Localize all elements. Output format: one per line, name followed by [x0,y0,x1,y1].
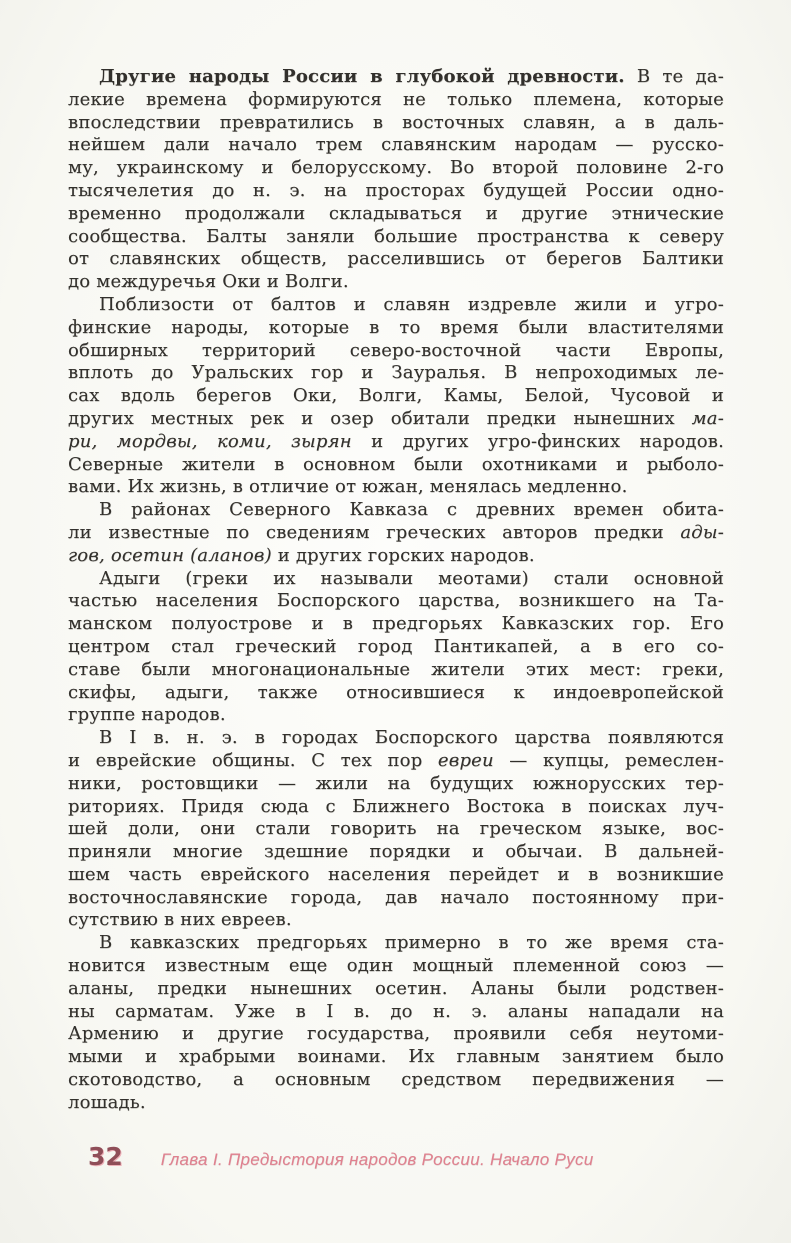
text-line: ли известные по сведениям греческих авторов предки ады- [68,521,724,543]
text-line: вплоть до Уральских гор и Зауралья. В непроходимых ле- [68,362,724,384]
text-line: гов, осетин (аланов) и других горских народов. [68,544,535,566]
text-line: других местных рек и озер обитали предки нынешних ма- [68,407,724,429]
text-line: от славянских обществ, расселившись от берегов Балтики [68,248,724,270]
text-line: сутствию в них евреев. [68,909,292,931]
text-line: восточнославянские города, дав начало постоянному при- [68,886,724,908]
paragraph [68,568,724,728]
text-line: В районах Северного Кавказа с древних времен обита- [99,499,724,521]
text-line: скотоводство, а основным средством передвижения — [68,1069,724,1091]
page-footer [88,1142,728,1171]
text-line: В кавказских предгорьях примерно в то же время ста- [99,932,724,954]
text-line: шей доли, они стали говорить на греческом языке, вос- [68,818,724,840]
text-line: до междуречья Оки и Волги. [68,271,349,293]
text-line: ри, мордвы, коми, зырян и других угро-финских народов. [68,430,724,452]
text-line: тысячелетия до н. э. на просторах будущей России одно- [68,179,724,201]
chapter-title: Глава I. Предыстория народов России. Начало Руси [160,1150,594,1169]
text-line: новится известным еще один мощный племенной союз — [68,955,724,977]
text-line: финские народы, которые в то время были властителями [68,316,724,338]
paragraph [68,499,724,567]
text-line: Адыги (греки их называли меотами) стали основной [99,567,724,589]
text-line: Армению и другие государства, проявили себя неутоми- [68,1023,724,1045]
text-line: лошадь. [68,1091,146,1113]
page-number: 32 [88,1142,123,1171]
text-line: вами. Их жизнь, в отличие от южан, менялась медленно. [68,476,628,498]
text-line: нейшем дали начало трем славянским народам — русско- [68,134,724,156]
paragraph [68,727,724,932]
text-line: центром стал греческий город Пантикапей, а в его со- [68,635,724,657]
text-line: ны сарматам. Уже в I в. до н. э. аланы нападали на [68,1000,724,1022]
text-line: и еврейские общины. С тех пор евреи — купцы, ремеслен- [68,749,724,771]
text-line: скифы, адыги, также относившиеся к индоевропейской [68,681,724,703]
text-line: частью населения Боспорского царства, возникшего на Та- [68,590,724,612]
text-line: риториях. Придя сюда с Ближнего Востока в поисках луч- [68,795,724,817]
text-line: временно продолжали складываться и другие этнические [68,202,724,224]
paragraph [68,932,724,1114]
text-line: аланы, предки нынешних осетин. Аланы были родствен- [68,977,724,999]
text-line: Поблизости от балтов и славян издревле жили и угро- [99,293,724,315]
text-line: сах вдоль берегов Оки, Волги, Камы, Белой, Чусовой и [68,385,724,407]
text-line: Другие народы России в глубокой древности. В те да- [99,66,724,87]
text-line: манском полуострове и в предгорьях Кавказских гор. Его [68,613,724,635]
text-line: В I в. н. э. в городах Боспорского царства появляются [99,727,724,749]
text-line: ставе были многонациональные жители этих мест: греки, [68,658,724,680]
text-line: Северные жители в основном были охотниками и рыболо- [68,453,724,475]
text-line: мыми и храбрыми воинами. Их главным занятием было [68,1046,724,1068]
paragraph [68,66,724,294]
text-line: шем часть еврейского населения перейдет и в возникшие [68,863,724,885]
text-line: впоследствии превратились в восточных славян, а в даль- [68,111,724,133]
text-line: сообщества. Балты заняли большие пространства к северу [68,225,724,247]
text-line: ники, ростовщики — жили на будущих южнорусских тер- [68,772,724,794]
text-line: приняли многие здешние порядки и обычаи. В дальней- [68,841,724,863]
text-line: лекие времена формируются не только племена, которые [68,88,724,110]
text-line: му, украинскому и белорусскому. Во второй половине 2-го [68,157,724,179]
body-text [68,66,724,1115]
paragraph [68,294,724,499]
text-line: обширных территорий северо-восточной части Европы, [68,339,724,361]
text-line: группе народов. [68,704,226,726]
